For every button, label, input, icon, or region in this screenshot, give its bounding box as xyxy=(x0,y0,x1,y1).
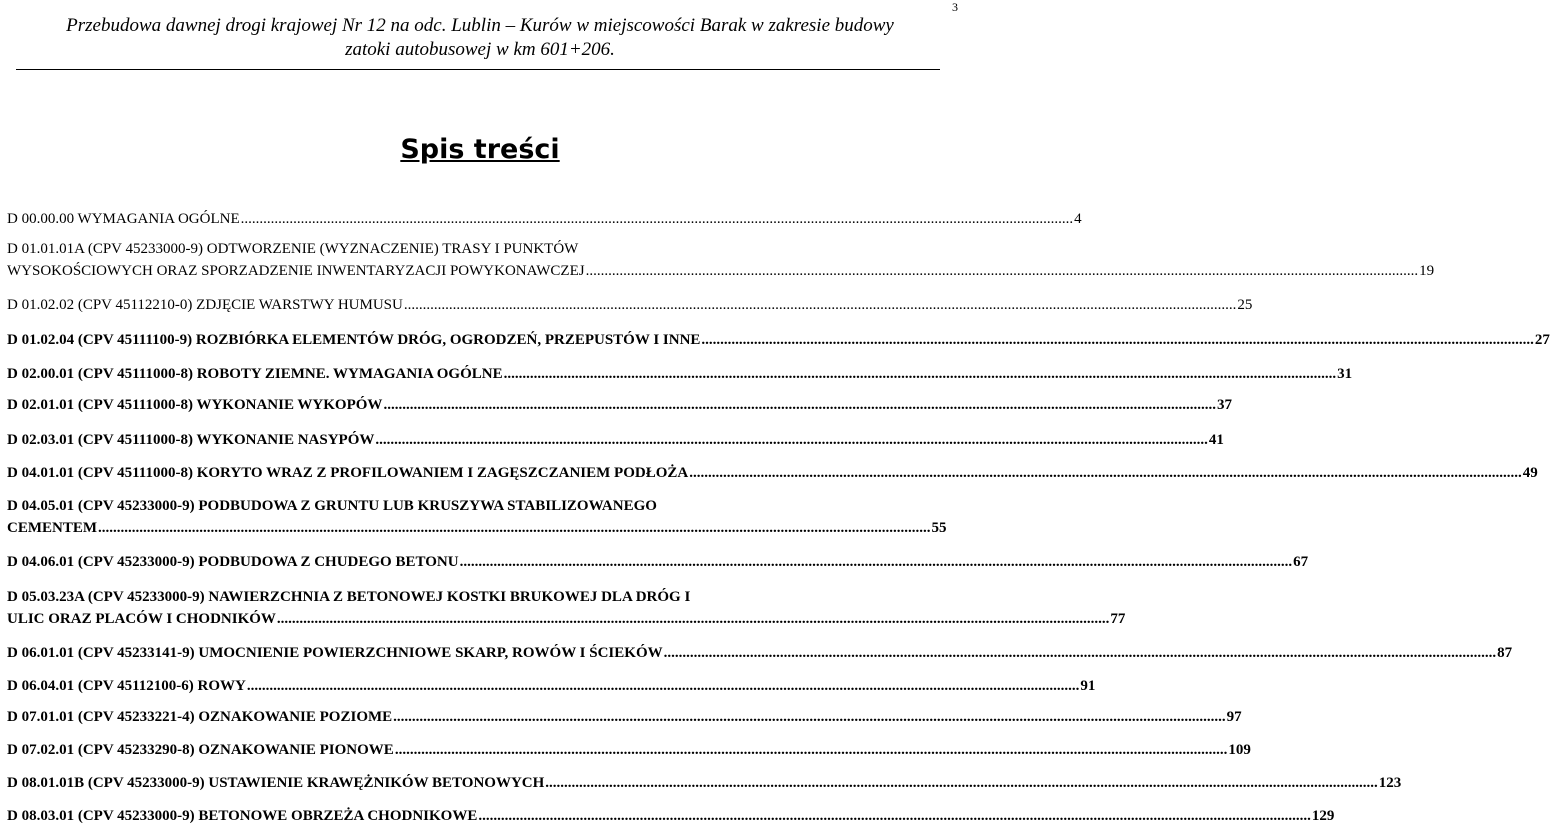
toc-entry[interactable] xyxy=(7,429,1224,451)
dot-leader: .............................................................................................................................................................................................................................. xyxy=(503,366,1337,382)
toc-entry-title: D 08.01.01B (CPV 45233000-9) USTAWIENIE KRAWĘŻNIKÓW BETONOWYCH xyxy=(7,775,545,791)
toc-page-number: 27 xyxy=(1534,332,1550,348)
toc-entry-title: CEMENTEM xyxy=(7,520,97,536)
dot-leader: .............................................................................................................................................................................................................................. xyxy=(375,432,1208,448)
toc-entry[interactable] xyxy=(7,363,1353,385)
toc-entry[interactable] xyxy=(7,586,1126,630)
toc-entry-title: WYSOKOŚCIOWYCH ORAZ SPORZADZENIE INWENTARYZACJI POWYKONAWCZEJ xyxy=(7,263,585,279)
toc-entry-title: D 06.01.01 (CPV 45233141-9) UMOCNIENIE POWIERZCHNIOWE SKARP, ROWÓW I ŚCIEKÓW xyxy=(7,645,663,661)
toc-entry-title-line: D 04.05.01 (CPV 45233000-9) PODBUDOWA Z GRUNTU LUB KRUSZYWA STABILIZOWANEGO xyxy=(7,498,657,514)
toc-page-number: 91 xyxy=(1080,678,1096,694)
dot-leader: .............................................................................................................................................................................................................................. xyxy=(394,742,1228,758)
toc-page-number: 19 xyxy=(1419,263,1435,279)
toc-entry[interactable] xyxy=(7,495,947,539)
toc-entry[interactable] xyxy=(7,238,1435,282)
toc-entry-title: D 00.00.00 WYMAGANIA OGÓLNE xyxy=(7,211,240,227)
toc-page-number: 49 xyxy=(1522,465,1538,481)
toc-entry[interactable] xyxy=(7,772,1402,794)
dot-leader: .............................................................................................................................................................................................................................. xyxy=(663,645,1497,661)
toc-title: Spis treści xyxy=(400,134,560,165)
toc-page-number: 67 xyxy=(1293,554,1309,570)
dot-leader: .............................................................................................................................................................................................................................. xyxy=(701,332,1534,348)
header-line-1: Przebudowa dawnej drogi krajowej Nr 12 na odc. Lublin – Kurów w miejscowości Barak w zakresie budowy xyxy=(66,15,894,36)
toc-page-number: 4 xyxy=(1074,211,1082,227)
toc-page-number: 31 xyxy=(1337,366,1353,382)
dot-leader: .............................................................................................................................................................................................................................. xyxy=(689,465,1522,481)
toc-entry-title: D 07.01.01 (CPV 45233221-4) OZNAKOWANIE POZIOME xyxy=(7,709,393,725)
dot-leader: .............................................................................................................................................................................................................................. xyxy=(246,678,1080,694)
dot-leader: .............................................................................................................................................................................................................................. xyxy=(478,808,1311,824)
toc-page-number: 41 xyxy=(1208,432,1224,448)
toc-page-number: 87 xyxy=(1497,645,1513,661)
toc-page-number: 123 xyxy=(1378,775,1402,791)
toc-page-number: 97 xyxy=(1226,709,1242,725)
toc-entry[interactable] xyxy=(7,329,1550,351)
page-number: 3 xyxy=(952,0,958,14)
dot-leader: .............................................................................................................................................................................................................................. xyxy=(393,709,1226,725)
toc-entry[interactable] xyxy=(7,462,1538,484)
dot-leader: .............................................................................................................................................................................................................................. xyxy=(383,397,1216,413)
toc-entry-title: D 06.04.01 (CPV 45112100-6) ROWY xyxy=(7,678,246,694)
toc-page-number: 25 xyxy=(1237,297,1253,313)
toc-page-number: 77 xyxy=(1110,611,1126,627)
toc-entry-title: D 04.06.01 (CPV 45233000-9) PODBUDOWA Z CHUDEGO BETONU xyxy=(7,554,459,570)
toc-entry-title: D 08.03.01 (CPV 45233000-9) BETONOWE OBRZEŻA CHODNIKOWE xyxy=(7,808,478,824)
toc-entry[interactable] xyxy=(7,294,1253,316)
toc-entry-title: D 07.02.01 (CPV 45233290-8) OZNAKOWANIE PIONOWE xyxy=(7,742,394,758)
toc-entry-title: D 01.02.02 (CPV 45112210-0) ZDJĘCIE WARSTWY HUMUSU xyxy=(7,297,403,313)
toc-entry-title: D 04.01.01 (CPV 45111000-8) KORYTO WRAZ Z PROFILOWANIEM I ZAGĘSZCZANIEM PODŁOŻA xyxy=(7,465,689,481)
header-line-2: zatoki autobusowej w km 601+206. xyxy=(345,39,615,60)
toc-entry-title: D 01.02.04 (CPV 45111100-9) ROZBIÓRKA ELEMENTÓW DRÓG, OGRODZEŃ, PRZEPUSTÓW I INNE xyxy=(7,332,701,348)
toc-entry[interactable] xyxy=(7,706,1242,728)
toc-entry[interactable] xyxy=(7,208,1082,230)
toc-entry-title-line: D 01.01.01A (CPV 45233000-9) ODTWORZENIE (WYZNACZENIE) TRASY I PUNKTÓW xyxy=(7,241,579,257)
dot-leader: .............................................................................................................................................................................................................................. xyxy=(585,263,1419,279)
toc-entry-title: D 02.00.01 (CPV 45111000-8) ROBOTY ZIEMNE. WYMAGANIA OGÓLNE xyxy=(7,366,503,382)
dot-leader: .............................................................................................................................................................................................................................. xyxy=(459,554,1293,570)
toc-entry[interactable] xyxy=(7,675,1096,697)
toc-page-number: 109 xyxy=(1228,742,1251,758)
dot-leader: .............................................................................................................................................................................................................................. xyxy=(276,611,1110,627)
dot-leader: .............................................................................................................................................................................................................................. xyxy=(98,520,931,536)
header-divider xyxy=(16,69,940,70)
toc-entry[interactable] xyxy=(7,394,1232,416)
toc-entry[interactable] xyxy=(7,805,1335,827)
toc-entry[interactable] xyxy=(7,642,1513,664)
dot-leader: .............................................................................................................................................................................................................................. xyxy=(240,211,1074,227)
toc-entry-title: D 02.01.01 (CPV 45111000-8) WYKONANIE WYKOPÓW xyxy=(7,397,383,413)
toc-page-number: 55 xyxy=(931,520,947,536)
toc-page-number: 37 xyxy=(1216,397,1232,413)
toc-entry[interactable] xyxy=(7,739,1251,761)
toc-entry-title-line: D 05.03.23A (CPV 45233000-9) NAWIERZCHNIA Z BETONOWEJ KOSTKI BRUKOWEJ DLA DRÓG I xyxy=(7,589,691,605)
dot-leader: .............................................................................................................................................................................................................................. xyxy=(545,775,1378,791)
toc-page-number: 129 xyxy=(1311,808,1335,824)
toc-entry-title: ULIC ORAZ PLACÓW I CHODNIKÓW xyxy=(7,611,276,627)
document-header xyxy=(0,14,960,62)
toc-entry-title: D 02.03.01 (CPV 45111000-8) WYKONANIE NASYPÓW xyxy=(7,432,375,448)
toc-entry[interactable] xyxy=(7,551,1309,573)
dot-leader: .............................................................................................................................................................................................................................. xyxy=(403,297,1237,313)
